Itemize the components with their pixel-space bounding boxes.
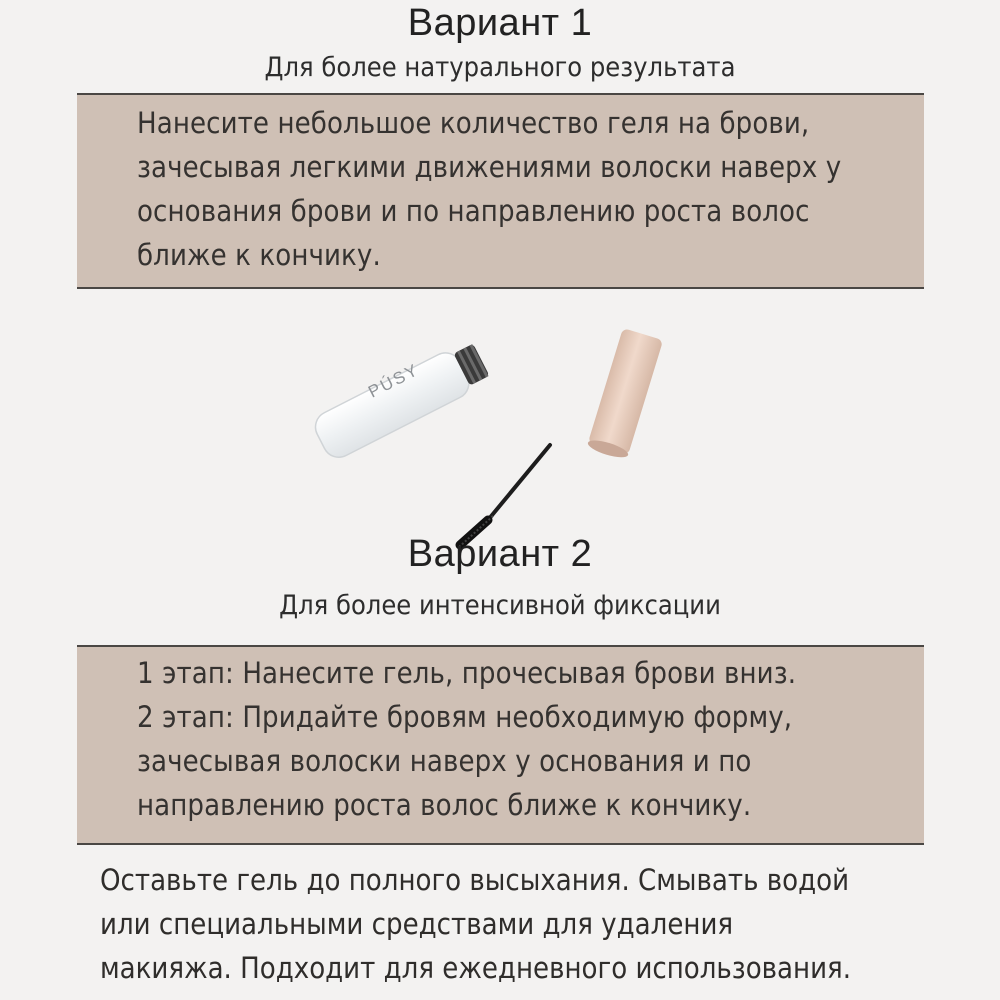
applicator-handle <box>586 328 663 461</box>
footer-line: или специальными средствами для удаления <box>100 907 734 941</box>
wand-stem <box>488 445 550 520</box>
footer-line: макияжа. Подходит для ежедневного использования. <box>100 951 851 985</box>
gel-tube <box>310 338 492 462</box>
variant-2-subtitle: Для более интенсивной фиксации <box>279 590 721 621</box>
variant-2-instructions <box>77 645 924 845</box>
footer-line: Оставьте гель до полного высыхания. Смывать водой <box>100 863 850 897</box>
variant-1-line: основания брови и по направлению роста волос <box>137 194 810 228</box>
variant-1-line: Нанесите небольшое количество геля на брови, <box>137 106 810 140</box>
variant-1-subtitle: Для более натурального результата <box>264 52 736 83</box>
variant-1-instructions <box>77 93 924 289</box>
variant-1-title: Вариант 1 <box>407 2 593 44</box>
variant-2-line: 2 этап: Придайте бровям необходимую форму, <box>137 700 793 734</box>
variant-2-line: зачесывая волоски наверх у основания и по <box>137 744 752 778</box>
variant-2-title: Вариант 2 <box>407 533 593 575</box>
variant-2-line: 1 этап: Нанесите гель, прочесывая брови вниз. <box>137 656 797 690</box>
brand-logo: PÚSY <box>365 359 423 402</box>
variant-1-line: зачесывая легкими движениями волоски наверх у <box>137 150 842 184</box>
variant-1-line: ближе к кончику. <box>137 238 381 272</box>
product-photo <box>300 320 740 550</box>
footer-note <box>100 858 930 990</box>
variant-2-line: направлению роста волос ближе к кончику. <box>137 788 752 822</box>
